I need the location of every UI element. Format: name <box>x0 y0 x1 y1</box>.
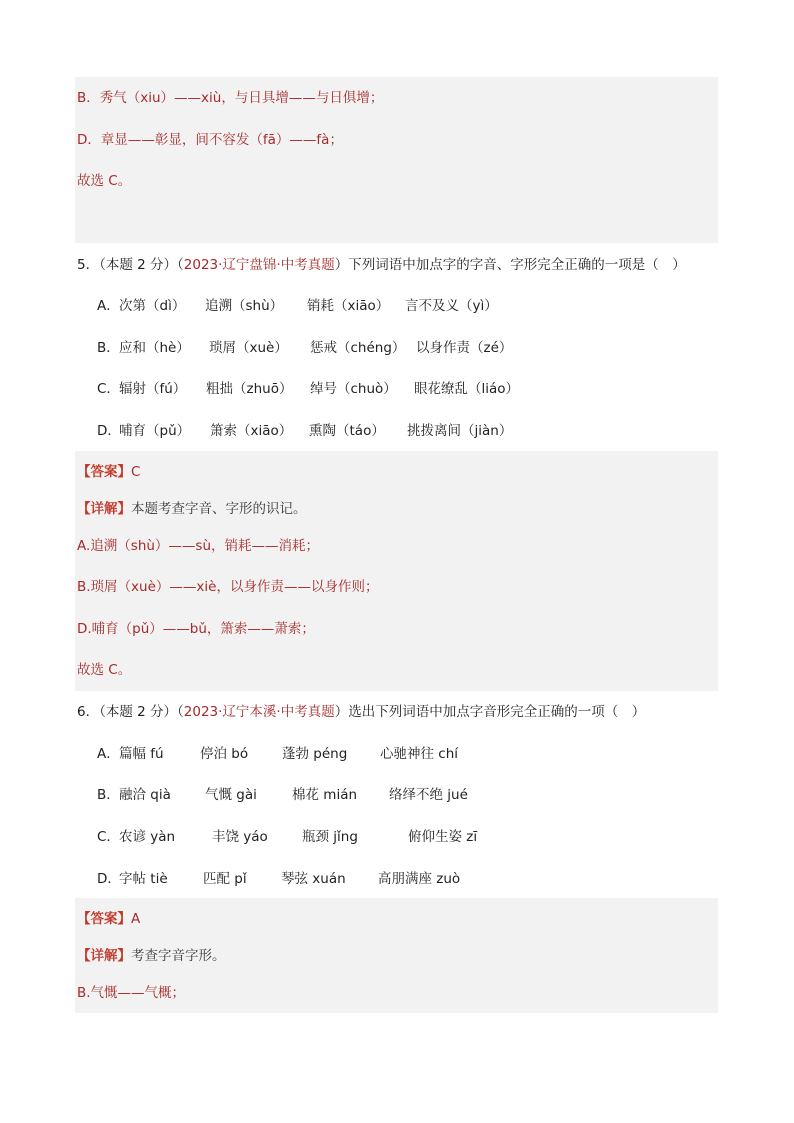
answer-tag: 【答案】 <box>77 464 131 480</box>
option-item: 眼花缭乱（liáo） <box>414 381 520 397</box>
q6-stem: 6．（本题 2 分）（2023·辽宁本溪·中考真题）选出下列词语中加点字音形完全正确的一项（ ） <box>77 704 646 720</box>
detail-text: 考查字音字形。 <box>131 948 226 964</box>
option-item: 辐射（fú） <box>119 381 187 397</box>
option-item: 应和（hè） <box>119 340 190 356</box>
option-item: 融洽 qià <box>119 787 171 803</box>
option-item: 言不及义（yì） <box>405 298 498 314</box>
option-item: 次第（dì） <box>119 298 186 314</box>
option-item: 丰饶 yáo <box>212 829 268 845</box>
option-item: 惩戒（chéng） <box>310 340 406 356</box>
q5-explanation-d: D.哺育（pǔ）——bǔ，箫索——萧索； <box>77 621 315 637</box>
q6-detail <box>77 947 226 965</box>
detail-tag: 【详解】 <box>77 501 131 517</box>
q6-source: 2023·辽宁本溪·中考真题 <box>183 704 335 720</box>
q6-points: （本题 2 分） <box>99 704 178 720</box>
q6-answer <box>77 910 140 928</box>
option-item: 挑拨离间（jiàn） <box>407 423 513 439</box>
q5-question: 下列词语中加点字的字音、字形完全正确的一项是（ ） <box>348 257 686 273</box>
q5-explanation-b: B.琐屑（xuè）——xiè，以身作责——以身作则； <box>77 579 379 595</box>
q5-detail <box>77 500 307 518</box>
q5-solution-block <box>75 451 718 691</box>
option-item: 匹配 pǐ <box>203 871 247 887</box>
q5-answer <box>77 463 140 481</box>
option-item: 销耗（xiāo） <box>307 298 390 314</box>
option-item: 绰号（chuò） <box>310 381 397 397</box>
q6-explanation-b: B.气慨——气概； <box>77 985 186 1001</box>
detail-tag: 【详解】 <box>77 948 131 964</box>
option-item: 俯仰生姿 zī <box>408 829 478 845</box>
option-item: 字帖 tiè <box>119 871 168 887</box>
option-item: 气慨 gài <box>205 787 257 803</box>
option-item: 蓬勃 péng <box>282 746 348 762</box>
option-item: 哺育（pǔ） <box>119 423 191 439</box>
option-item: 瓶颈 jǐng <box>302 829 358 845</box>
option-label: D． <box>97 423 121 439</box>
answer-value: A <box>131 911 141 927</box>
option-item: 棉花 mián <box>292 787 358 803</box>
option-item: 以身作责（zé） <box>416 340 513 356</box>
q5-stem: 5．（本题 2 分）（2023·辽宁盘锦·中考真题）下列词语中加点字的字音、字形完全正确的一项是（ ） <box>77 257 686 273</box>
q5-number: 5． <box>77 257 100 273</box>
option-label: B． <box>97 787 120 803</box>
q5-source: 2023·辽宁盘锦·中考真题 <box>183 257 335 273</box>
option-label: C． <box>97 829 120 845</box>
q5-explanation-a: A.追溯（shù）——sù，销耗——消耗； <box>77 538 320 554</box>
option-item: 篇幅 fú <box>119 746 164 762</box>
option-label: B． <box>97 340 120 356</box>
option-item: 心驰神往 chí <box>380 746 459 762</box>
q4-explanation-d: D．章显——彰显，间不容发（fā）——fà； <box>77 132 343 148</box>
answer-tag: 【答案】 <box>77 911 131 927</box>
option-item: 粗拙（zhuō） <box>206 381 293 397</box>
option-item: 络绎不绝 jué <box>389 787 468 803</box>
q5-conclusion: 故选 C。 <box>77 662 132 678</box>
option-item: 高朋满座 zuò <box>378 871 461 887</box>
q4-explanation-b: B．秀气（xiu）——xiù，与日具增——与日俱增； <box>77 90 384 106</box>
option-item: 熏陶（táo） <box>309 423 385 439</box>
answer-value: C <box>131 464 141 480</box>
option-item: 农谚 yàn <box>119 829 176 845</box>
option-item: 箫索（xiāo） <box>210 423 293 439</box>
option-label: C． <box>97 381 120 397</box>
detail-text: 本题考查字音、字形的识记。 <box>131 501 307 517</box>
option-item: 琴弦 xuán <box>281 871 346 887</box>
option-item: 停泊 bó <box>200 746 249 762</box>
q6-question: 选出下列词语中加点字音形完全正确的一项（ ） <box>348 704 646 720</box>
q4-conclusion: 故选 C。 <box>77 173 132 189</box>
option-label: A． <box>97 746 120 762</box>
option-item: 追溯（shù） <box>205 298 284 314</box>
q6-number: 6． <box>77 704 100 720</box>
option-label: D． <box>97 871 121 887</box>
q5-points: （本题 2 分） <box>99 257 178 273</box>
option-label: A． <box>97 298 120 314</box>
option-item: 琐屑（xuè） <box>209 340 288 356</box>
